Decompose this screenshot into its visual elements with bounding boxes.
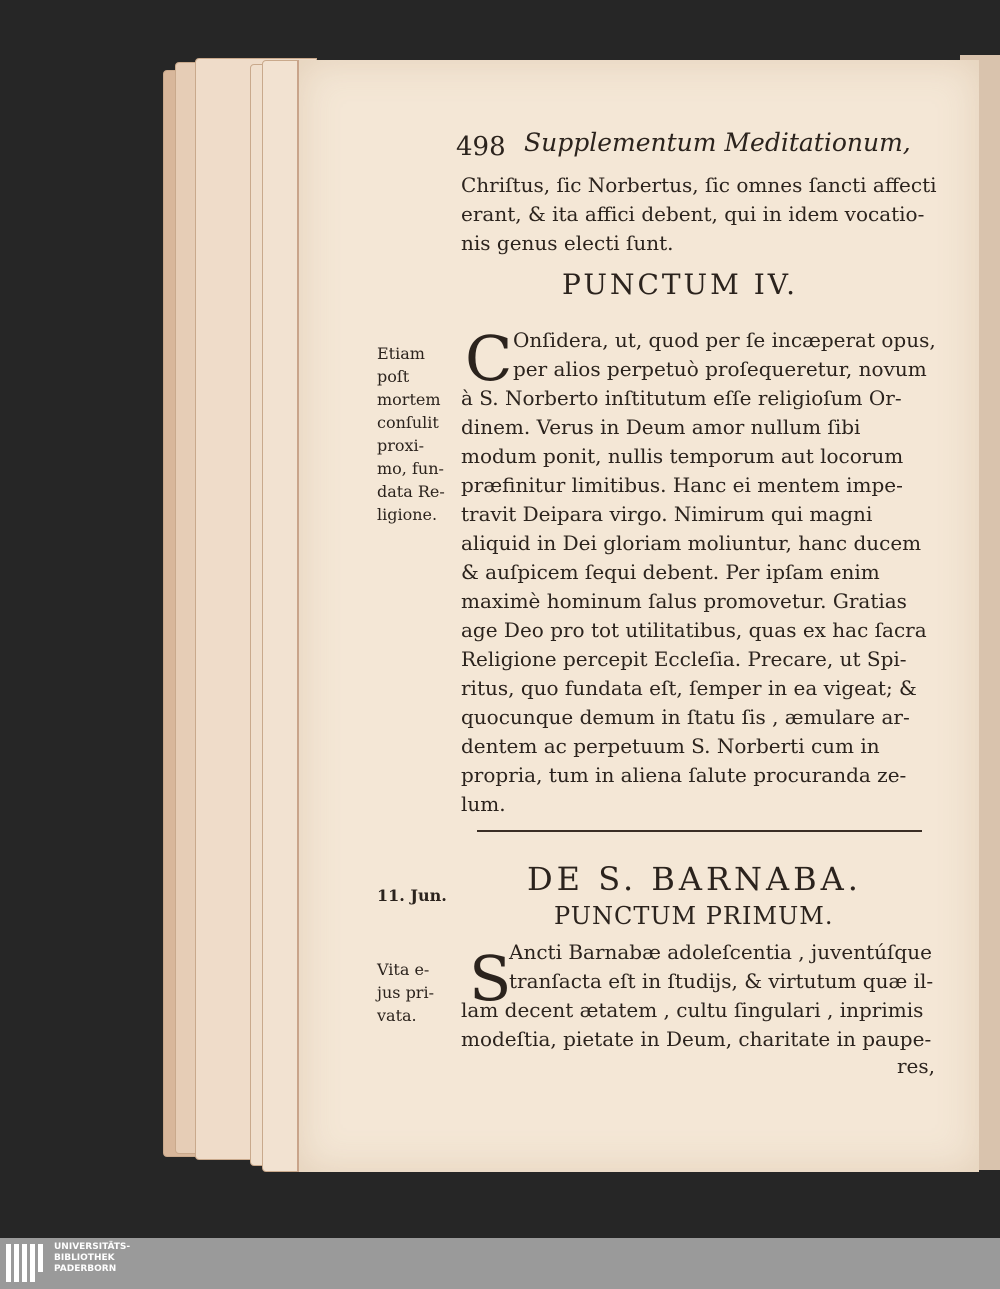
text-line: dentem ac perpetuum S. Norberti cum in	[461, 734, 880, 758]
text-line: ritus, quo fundata eſt, ſemper in ea vigeat; &	[461, 676, 917, 700]
text-line: & auſpicem ſequi debent. Per ipſam enim	[461, 560, 880, 584]
text-line: tranſacta eſt in ſtudijs, & virtutum quæ il-	[509, 969, 934, 993]
date-note: 11. Jun.	[377, 886, 447, 905]
drop-capital: C	[465, 322, 513, 395]
text-line: Onſidera, ut, quod per ſe incæperat opus,	[513, 328, 936, 352]
text-line: travit Deipara virgo. Nimirum qui magni	[461, 502, 873, 526]
text-line: maximè hominum ſalus promovetur. Gratias	[461, 589, 907, 613]
text-line: dinem. Verus in Deum amor nullum ſibi	[461, 415, 861, 439]
text-line: lum.	[461, 792, 506, 816]
running-title: Supplementum Meditationum,	[524, 128, 911, 157]
text-line: præfinitur limitibus. Hanc ei mentem impe-	[461, 473, 903, 497]
text-line: erant, & ita affici debent, qui in idem vocatio-	[461, 202, 925, 226]
marginal-note: Vita e- jus pri- vata.	[377, 960, 434, 1025]
text-line: lam decent ætatem , cultu ſingulari , inprimis	[461, 998, 924, 1022]
page-number: 498	[456, 132, 506, 162]
text-line: Chriſtus, ſic Norbertus, ſic omnes ſancti affecti	[461, 173, 937, 197]
logo-line: PADERBORN	[54, 1264, 117, 1274]
logo-line: UNIVERSITÄTS-	[54, 1242, 131, 1252]
text-line: age Deo pro tot utilitatibus, quas ex hac ſacra	[461, 618, 927, 642]
book-page	[297, 60, 979, 1172]
logo-line: BIBLIOTHEK	[54, 1253, 115, 1263]
library-logo-icon	[6, 1244, 46, 1282]
section-subtitle: PUNCTUM PRIMUM.	[554, 902, 834, 930]
catchword: res,	[897, 1054, 936, 1078]
text-line: quocunque demum in ſtatu ſis , æmulare ar-	[461, 705, 910, 729]
text-line: nis genus electi ſunt.	[461, 231, 674, 255]
text-line: à S. Norberto inſtitutum eſſe religioſum Or-	[461, 386, 902, 410]
library-logo-text	[54, 1242, 130, 1275]
text-line: Ancti Barnabæ adoleſcentia , juventúſque	[509, 940, 932, 964]
drop-capital: S	[469, 942, 512, 1015]
text-line: modum ponit, nullis temporum aut locorum	[461, 444, 904, 468]
text-line: modeſtia, pietate in Deum, charitate in paupe-	[461, 1027, 932, 1051]
section-divider	[477, 830, 922, 832]
text-line: propria, tum in aliena ſalute procuranda ze-	[461, 763, 907, 787]
section-heading: PUNCTUM IV.	[562, 268, 798, 301]
section-title: DE S. BARNABA.	[527, 860, 862, 898]
text-line: aliquid in Dei gloriam moliuntur, hanc ducem	[461, 531, 922, 555]
text-line: Religione percepit Eccleſia. Precare, ut Spi-	[461, 647, 907, 671]
text-line: per alios perpetuò proſequeretur, novum	[513, 357, 927, 381]
library-footer	[0, 1238, 1000, 1289]
marginal-note: Etiam poſt mortem conſulit proxi- mo, fun- data Re- ligione.	[377, 344, 445, 524]
